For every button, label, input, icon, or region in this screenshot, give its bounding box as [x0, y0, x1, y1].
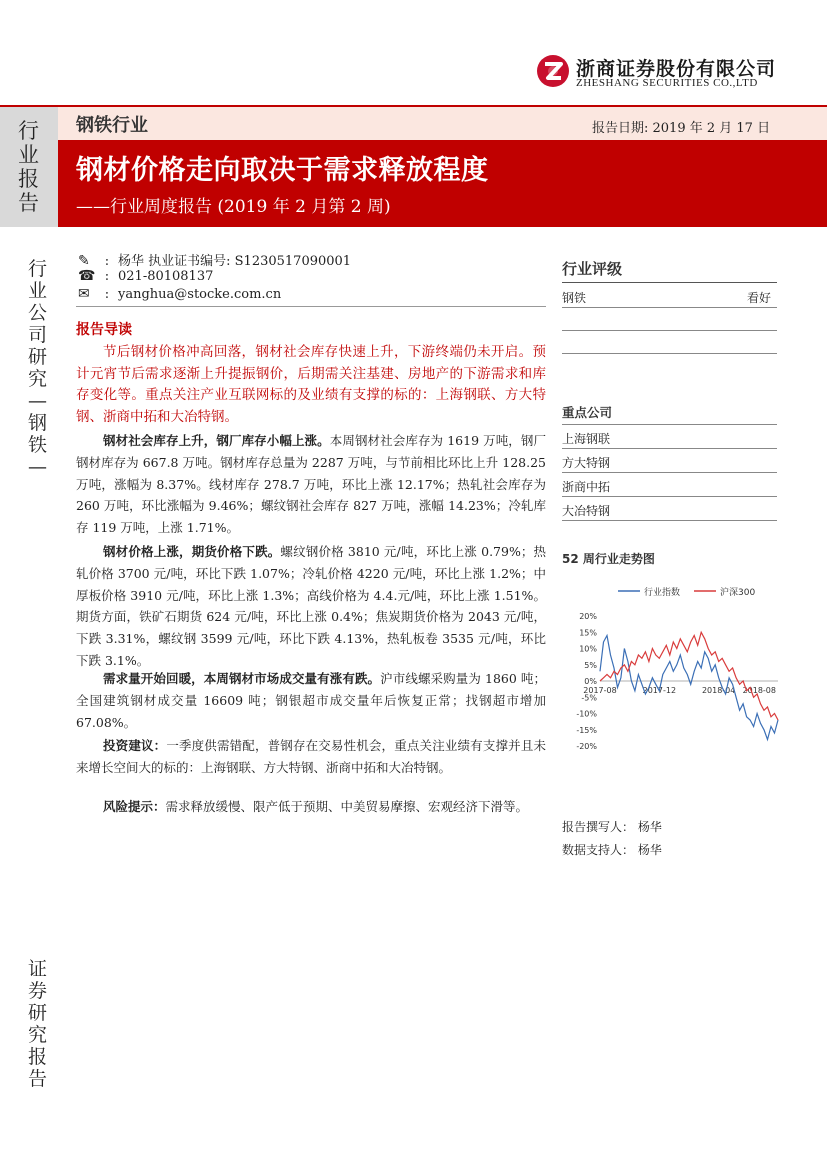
report-title: 钢材价格走向取决于需求释放程度: [76, 155, 489, 186]
report-type-label: 行业报告: [18, 119, 39, 215]
rating-sector: 钢铁: [562, 291, 587, 305]
key-companies-rule: [562, 424, 777, 425]
author-email[interactable]: yanghua@stocke.com.cn: [118, 287, 282, 302]
chart-legend: [618, 586, 755, 598]
phone-icon: ☎: [78, 268, 96, 284]
side-label-upper: 行业公司研究—钢铁—: [28, 258, 48, 478]
key-companies-rule: [562, 520, 777, 521]
author-row-phone: ☎ : 021-80108137: [78, 268, 214, 284]
body-paragraph: 需求量开始回暖，本周钢材市场成交量有涨有跌。沪市线螺采购量为 1860 吨；全国建筑钢材成交量 16609 吨；钢银超市成交量年后恢复正常；找钢超市增加 67.08%。: [76, 671, 546, 730]
x-tick-label: 2017-08: [583, 686, 617, 695]
y-tick-label: 15%: [579, 628, 597, 638]
key-companies-rule: [562, 496, 777, 497]
rating-title: 行业评级: [562, 260, 623, 278]
author-row-name: ✎ : 杨华 执业证书编号: S1230517090001: [78, 253, 352, 269]
chart-title: 52 周行业走势图: [562, 552, 655, 566]
rating-row-rule: [562, 353, 777, 354]
report-type-tab: [0, 107, 58, 227]
legend-label-csi300: 沪深300: [720, 588, 756, 598]
author-name: 杨华 执业证书编号: S1230517090001: [118, 254, 352, 269]
y-tick-label: 5%: [584, 660, 597, 670]
rating-row-rule: [562, 330, 777, 331]
body-paragraph: 投资建议：一季度供需错配，普钢存在交易性机会，重点关注业绩有支撑并且未来增长空间大的标的：上海钢联、方大特钢、浙商中拓和大冶特钢。: [76, 738, 546, 775]
y-tick-label: -20%: [576, 742, 597, 751]
data-supporter: 数据支持人： 杨华: [562, 843, 662, 857]
key-companies-title: 重点公司: [562, 405, 613, 420]
y-tick-label: 0%: [584, 677, 597, 686]
author-row-email: ✉ : yanghua@stocke.com.cn: [78, 286, 282, 302]
rating-row-rule: [562, 307, 777, 308]
series-line-csi300: [600, 632, 778, 720]
y-axis-ticks: [576, 612, 597, 751]
y-tick-label: 10%: [579, 644, 597, 654]
mail-icon: ✉: [78, 286, 90, 302]
y-tick-label: -10%: [576, 709, 597, 719]
author-divider: [76, 306, 546, 307]
company-name-en: ZHESHANG SECURITIES CO.,LTD: [576, 77, 758, 89]
key-companies-rule: [562, 448, 777, 449]
risk-paragraph: 风险提示：需求释放缓慢、限产低于预期、中美贸易摩擦、宏观经济下滑等。: [103, 799, 529, 814]
company-logo: [536, 52, 776, 92]
pen-icon: ✎: [78, 253, 90, 269]
logo-emblem-icon: [536, 54, 570, 88]
rating-divider: [562, 282, 777, 283]
key-company-item: 浙商中拓: [562, 480, 611, 494]
body-paragraph: 钢材社会库存上升，钢厂库存小幅上涨。本周钢材社会库存为 1619 万吨，钢厂钢材库存为 667.8 万吨。钢材库存总量为 2287 万吨，与节前相比环比上升 128.25 万吨，涨幅为 8.37%。线材库存 278.7 万吨，环比上涨 12.17%；热轧社会库存为 260 万吨，环比涨幅为 9.46%；螺纹钢社会库存 827 万吨，涨幅 14.23%；冷轧库存 119 万吨，上涨 1.71%。: [76, 433, 546, 536]
y-tick-label: -15%: [576, 725, 597, 735]
x-tick-label: 2017-12: [642, 686, 677, 695]
sector-label: 钢铁行业: [76, 115, 148, 136]
y-tick-label: 20%: [579, 612, 597, 621]
body-paragraph: 钢材价格上涨，期货价格下跌。螺纹钢价格 3810 元/吨，环比上涨 0.79%；热轧价格 3700 元/吨，环比下跌 1.07%；冷轧价格 4220 元/吨，环比上涨 1.2%；中厚板价格 3910 元/吨，环比上涨 1.3%；高线价格为 4.4.元/吨，环比上涨 1.51%。期货方面，铁矿石期货 624 元/吨，环比上涨 0.4%；焦炭期货价格为 2043 元/吨，下跌 3.31%，螺纹钢 3599 元/吨，环比下跌 4.13%，热轧板卷 3535 元/吨，环比下跌 3.1%。: [76, 544, 546, 668]
side-label-lower: 证券研究报告: [28, 958, 48, 1090]
industry-trend-chart: [560, 576, 782, 772]
report-date: 报告日期: 2019 年 2 月 17 日: [592, 121, 771, 136]
author-phone: 021-80108137: [118, 269, 214, 284]
legend-label-industry: 行业指数: [644, 588, 681, 598]
x-tick-label: 2018-04: [701, 686, 736, 695]
company-name-cn: 浙商证券股份有限公司: [576, 58, 777, 80]
guide-paragraph: 节后钢材价格冲高回落，钢材社会库存快速上升，下游终端仍未开启。预计元宵节后需求逐渐上升提振钢价，后期需关注基建、房地产的下游需求和库存变化等。重点关注产业互联网标的及业绩有支撑的标的：上海钢联、方大特钢、浙商中拓和大冶特钢。: [76, 344, 546, 425]
y-tick-label: -5%: [581, 693, 597, 703]
rating-value: 看好: [747, 291, 772, 305]
guide-title: 报告导读: [76, 322, 132, 338]
key-companies-rule: [562, 472, 777, 473]
key-company-item: 大冶特钢: [562, 504, 611, 518]
report-writer: 报告撰写人： 杨华: [562, 820, 662, 834]
key-company-item: 上海钢联: [562, 432, 611, 446]
report-subtitle: ——行业周度报告 (2019 年 2 月第 2 周): [76, 197, 391, 217]
key-company-item: 方大特钢: [562, 456, 611, 470]
x-tick-label: 2018-08: [742, 686, 776, 695]
